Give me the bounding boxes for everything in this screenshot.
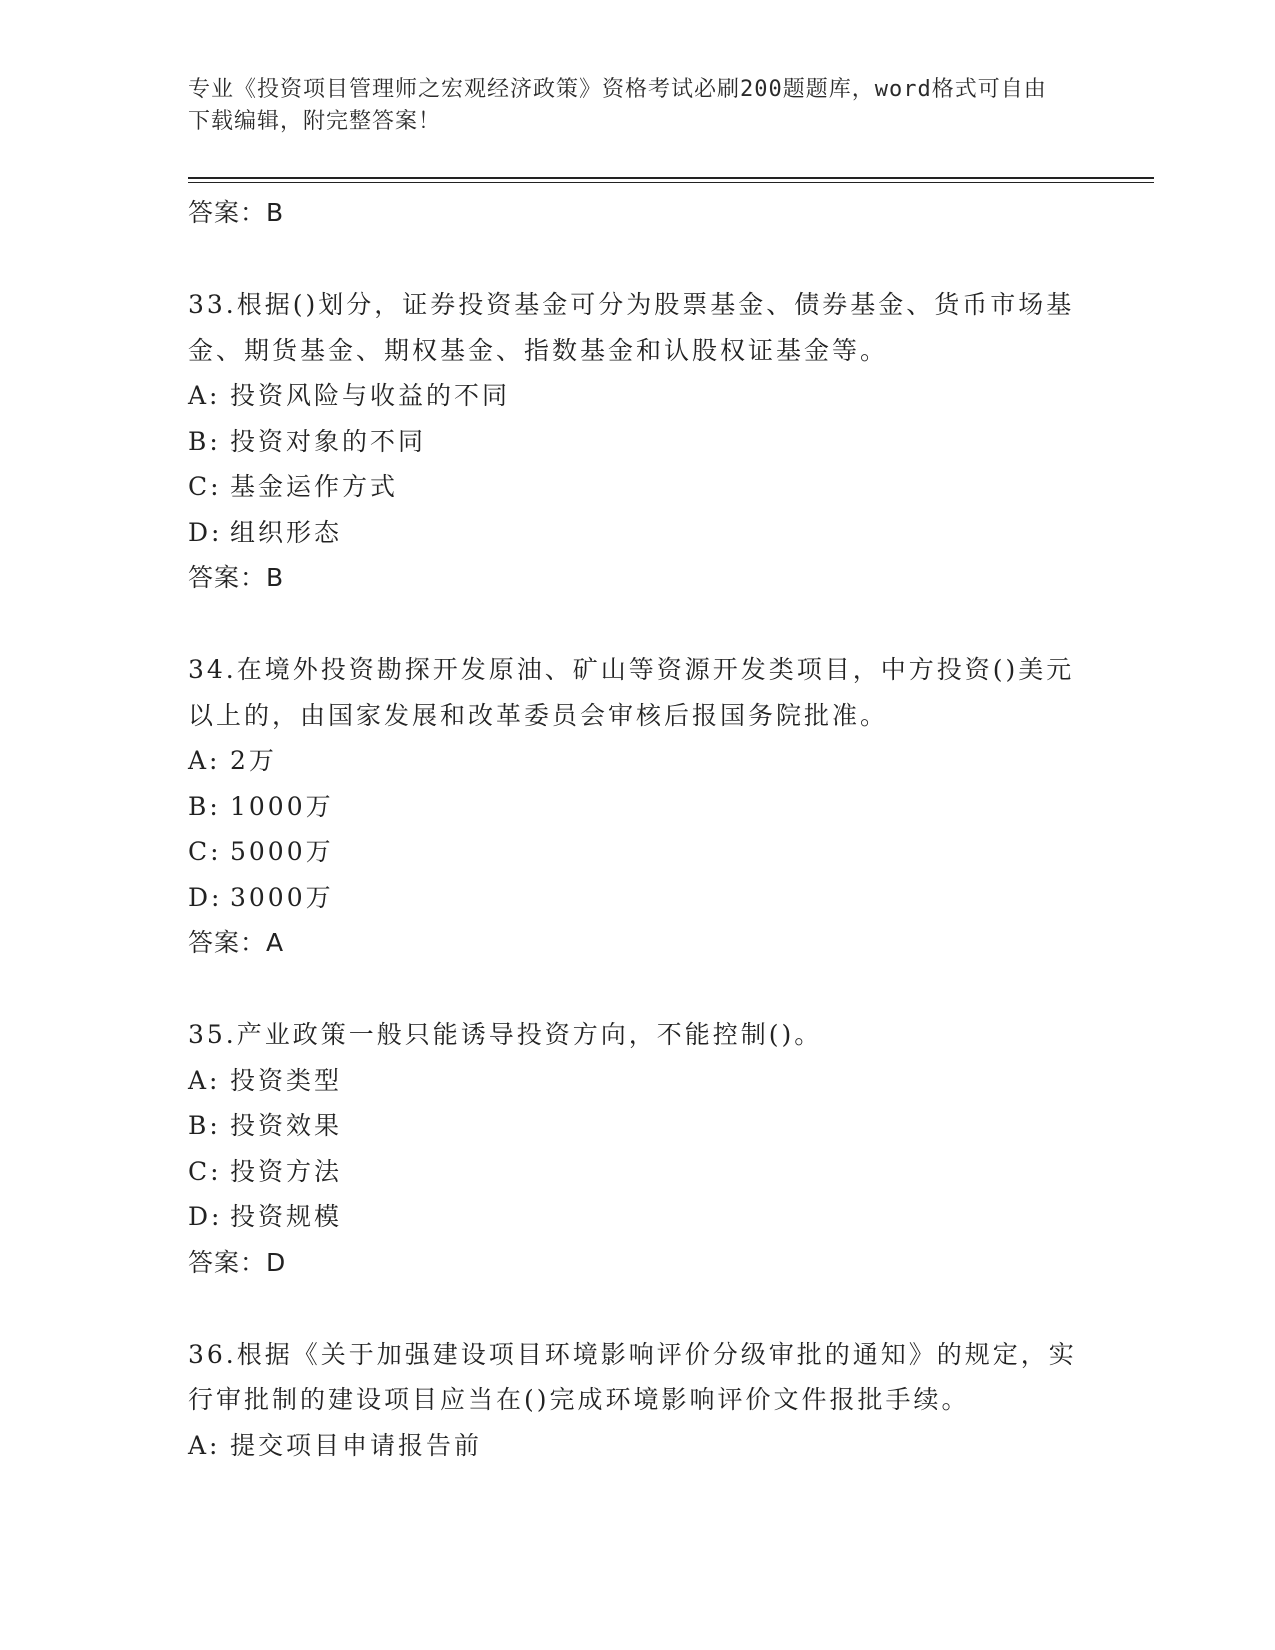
option-letter: D: (188, 882, 223, 912)
option-letter: C: (188, 837, 222, 866)
spacer (188, 1286, 1088, 1332)
option-b (188, 784, 1088, 830)
answer-line: 答案：D (188, 1247, 287, 1277)
option-letter: D: (188, 1202, 223, 1231)
option-a (188, 738, 1088, 784)
option-letter: C: (188, 472, 222, 501)
option-text: 1000万 (230, 791, 334, 821)
question-stem: 33.根据()划分，证券投资基金可分为股票基金、债券基金、货币市场基金、期货基金、期权基金、指数基金和认股权证基金等。 (188, 290, 1075, 365)
header-divider (188, 177, 1154, 179)
option-text: 投资风险与收益的不同 (230, 381, 511, 410)
option-text: 投资类型 (230, 1065, 343, 1095)
option-text: 3000万 (230, 882, 334, 912)
option-c (188, 829, 1088, 875)
option-text: 提交项目申请报告前 (230, 1430, 483, 1460)
option-d (188, 510, 1088, 556)
option-c (188, 464, 1088, 510)
option-b (188, 1103, 1088, 1149)
option-text: 2万 (230, 746, 277, 775)
question-block (188, 282, 1088, 601)
question-stem: 34.在境外投资勘探开发原油、矿山等资源开发类项目，中方投资()美元以上的，由国家发展和改革委员会审核后报国务院批准。 (188, 655, 1075, 730)
question-block (188, 1332, 1088, 1469)
option-letter: B: (188, 426, 221, 456)
option-letter: B: (188, 791, 221, 821)
question-block (188, 647, 1088, 966)
answer-line: 答案：A (188, 928, 285, 957)
option-b (188, 419, 1088, 465)
answer-line: 答案：B (188, 198, 285, 227)
spacer (188, 601, 1088, 647)
option-text: 组织形态 (230, 517, 343, 547)
option-a (188, 1058, 1088, 1104)
option-letter: A: (188, 1065, 221, 1095)
document-body (188, 190, 1088, 1468)
spacer (188, 966, 1088, 1012)
option-letter: A: (188, 746, 221, 775)
answer-line: 答案：B (188, 563, 285, 592)
header-divider-thin (188, 182, 1154, 183)
option-text: 投资规模 (230, 1202, 343, 1231)
question-block (188, 1012, 1088, 1286)
option-text: 投资效果 (230, 1111, 343, 1140)
header-text: 专业《投资项目管理师之宏观经济政策》资格考试必刷200题题库，word格式可自由下载编辑，附完整答案！ (188, 77, 1047, 134)
option-letter: B: (188, 1111, 221, 1140)
option-letter: C: (188, 1156, 222, 1186)
option-letter: A: (188, 381, 221, 410)
question-stem: 35.产业政策一般只能诱导投资方向，不能控制()。 (188, 1020, 823, 1049)
option-text: 5000万 (230, 837, 334, 866)
option-d (188, 875, 1088, 921)
document-header (188, 74, 1068, 138)
question-stem: 36.根据《关于加强建设项目环境影响评价分级审批的通知》的规定，实行审批制的建设项目应当在()完成环境影响评价文件报批手续。 (188, 1339, 1077, 1414)
option-text: 投资方法 (230, 1156, 343, 1186)
option-text: 基金运作方式 (230, 472, 399, 501)
spacer (188, 236, 1088, 282)
option-letter: A: (188, 1430, 221, 1460)
option-a (188, 373, 1088, 419)
option-letter: D: (188, 517, 223, 547)
option-d (188, 1194, 1088, 1240)
option-text: 投资对象的不同 (230, 426, 427, 456)
option-a (188, 1423, 1088, 1469)
option-c (188, 1149, 1088, 1195)
